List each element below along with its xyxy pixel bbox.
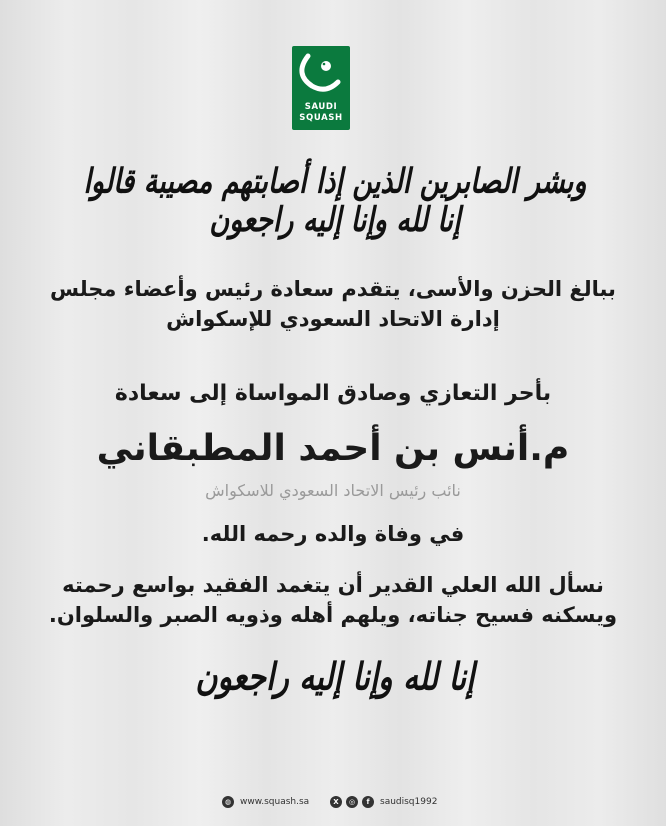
condolence-line: بأحر التعازي وصادق المواساة إلى سعادة [114, 381, 552, 406]
person-title: نائب رئيس الاتحاد السعودي للاسكواش [205, 481, 461, 500]
squash-ball-logo-icon [292, 46, 350, 98]
announcement-line-1: ببالغ الحزن والأسى، يتقدم سعادة رئيس وأعضاء مجلس [50, 277, 616, 301]
inna-lillah-calligraphy: إنا لله وإنا إليه راجعون [195, 655, 475, 700]
announcement-line-2: إدارة الاتحاد السعودي للإسكواش [166, 307, 500, 331]
instagram-icon[interactable]: ◎ [346, 796, 358, 808]
occasion-line: في وفاة والده رحمه الله. [201, 522, 465, 546]
prayer-line-1: نسأل الله العلي القدير أن يتغمد الفقيد بواسع رحمته [62, 573, 604, 597]
footer-website[interactable] [222, 792, 309, 812]
website-url[interactable]: www.squash.sa [240, 797, 310, 807]
globe-icon: ◍ [222, 796, 234, 808]
logo-text-saudi: SAUDI [304, 102, 338, 112]
footer-social [330, 792, 437, 812]
person-name: م.أنس بن أحمد المطبقاني [96, 428, 570, 469]
logo-text-squash: SQUASH [299, 113, 343, 123]
prayer-line-2: ويسكنه فسيح جناته، ويلهم أهله وذويه الصبر والسلوان. [48, 603, 618, 627]
saudi-squash-logo [292, 46, 350, 130]
facebook-icon[interactable]: f [362, 796, 374, 808]
x-icon[interactable]: X [330, 796, 342, 808]
quran-verse-calligraphy: وبشر الصابرين الذين إذا أصابتهم مصيبة قالوا إنا لله وإنا إليه راجعون [83, 162, 587, 240]
social-handle[interactable]: saudisq1992 [380, 797, 438, 807]
